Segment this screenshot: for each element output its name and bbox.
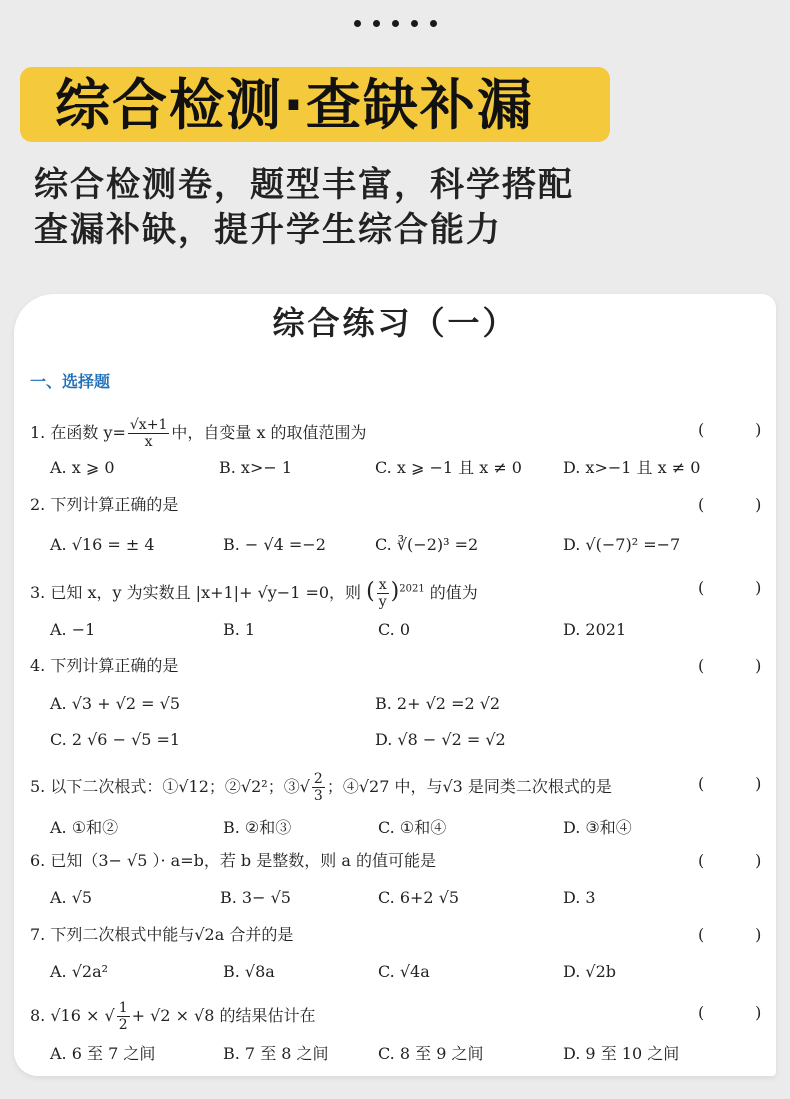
option-d[interactable]: D. √(−7)² =−7 [563, 535, 681, 554]
stem-text: 5. 以下二次根式：①√12；②√2²；③√ [30, 777, 310, 796]
fraction [117, 1000, 130, 1033]
stem-text: 3. 已知 x，y 为实数且 |x+1|+ √y−1 =0，则 [30, 583, 362, 602]
answer-bracket: ( ) [698, 851, 762, 870]
option-a[interactable]: A. √16 = ± 4 [50, 535, 155, 554]
left-paren: ( [366, 579, 375, 604]
question-4-stem: 4. 下列计算正确的是 [30, 656, 179, 675]
pagination-dots [0, 20, 790, 27]
option-a[interactable]: A. √5 [50, 888, 93, 907]
option-c[interactable]: C. √4a [378, 962, 430, 981]
fraction-denominator: x [144, 434, 153, 450]
option-c[interactable]: C. x ⩾ −1 且 x ≠ 0 [375, 458, 522, 477]
subtitle [34, 163, 574, 253]
option-d[interactable]: D. 3 [563, 888, 596, 907]
dot [411, 20, 418, 27]
option-c[interactable]: C. 0 [378, 620, 411, 639]
subtitle-line-2: 查漏补缺，提升学生综合能力 [34, 210, 502, 250]
fraction [128, 417, 169, 450]
option-d[interactable]: D. √2b [563, 962, 617, 981]
stem-text: 的值为 [429, 583, 478, 602]
question-3-stem [30, 577, 478, 610]
answer-bracket: ( ) [698, 656, 762, 675]
option-b[interactable]: B. √8a [223, 962, 275, 981]
question-5-stem [30, 771, 612, 804]
banner-title: 综合检测·查缺补漏 [55, 73, 534, 137]
option-d[interactable]: D. 2021 [563, 620, 627, 639]
question-6-stem: 6. 已知（3− √5 ）· a=b，若 b 是整数，则 a 的值可能是 [30, 851, 436, 870]
option-a[interactable]: A. −1 [50, 620, 96, 639]
worksheet-title: 综合练习（一） [272, 304, 518, 342]
answer-bracket: ( ) [698, 774, 762, 793]
option-a[interactable]: A. √3 + √2 = √5 [50, 694, 181, 713]
option-d[interactable]: D. x>−1 且 x ≠ 0 [563, 458, 701, 477]
option-a[interactable]: A. 6 至 7 之间 [50, 1044, 156, 1063]
answer-bracket: ( ) [698, 578, 762, 597]
option-b[interactable]: B. 2+ √2 =2 √2 [375, 694, 501, 713]
stem-text: ；④√27 中，与√3 是同类二次根式的是 [326, 777, 612, 796]
dot [430, 20, 437, 27]
stem-text: 中，自变量 x 的取值范围为 [171, 423, 367, 442]
fraction-denominator: y [378, 594, 387, 610]
question-7-stem: 7. 下列二次根式中能与√2a 合并的是 [30, 925, 294, 944]
fraction-numerator: 2 [313, 771, 323, 787]
stem-text: 1. 在函数 y= [30, 423, 126, 442]
exponent: 2021 [399, 583, 425, 595]
stem-text: 8. √16 × √ [30, 1006, 115, 1025]
option-c[interactable]: C. ∛(−2)³ =2 [375, 535, 479, 554]
dot [354, 20, 361, 27]
option-b[interactable]: B. 1 [223, 620, 256, 639]
dot [392, 20, 399, 27]
section-heading: 一、选择题 [30, 372, 111, 391]
option-d[interactable]: D. 9 至 10 之间 [563, 1044, 680, 1063]
fraction [312, 771, 325, 804]
fraction-denominator: 2 [118, 1017, 128, 1033]
option-c[interactable]: C. ①和④ [378, 818, 447, 837]
option-b[interactable]: B. x>− 1 [219, 458, 293, 477]
option-a[interactable]: A. √2a² [50, 962, 109, 981]
option-b[interactable]: B. 3− √5 [220, 888, 291, 907]
answer-bracket: ( ) [698, 420, 762, 439]
question-8-stem [30, 1000, 316, 1033]
question-2-stem: 2. 下列计算正确的是 [30, 495, 179, 514]
option-d[interactable]: D. √8 − √2 = √2 [375, 730, 506, 749]
answer-bracket: ( ) [698, 925, 762, 944]
option-d[interactable]: D. ③和④ [563, 818, 632, 837]
option-c[interactable]: C. 2 √6 − √5 =1 [50, 730, 181, 749]
subtitle-line-1: 综合检测卷，题型丰富，科学搭配 [34, 165, 574, 205]
dot [373, 20, 380, 27]
stem-text: + √2 × √8 的结果估计在 [131, 1006, 316, 1025]
fraction-numerator: x [378, 577, 387, 593]
worksheet-card [14, 294, 776, 1076]
option-a[interactable]: A. ①和② [50, 818, 119, 837]
question-1-stem [30, 417, 367, 450]
fraction-numerator: √x+1 [129, 417, 168, 433]
answer-bracket: ( ) [698, 495, 762, 514]
option-b[interactable]: B. ②和③ [223, 818, 292, 837]
option-b[interactable]: B. − √4 =−2 [223, 535, 326, 554]
right-paren: ) [390, 579, 400, 604]
fraction-numerator: 1 [118, 1000, 128, 1016]
option-b[interactable]: B. 7 至 8 之间 [223, 1044, 329, 1063]
fraction [377, 577, 389, 610]
fraction-denominator: 3 [313, 788, 323, 804]
option-c[interactable]: C. 8 至 9 之间 [378, 1044, 484, 1063]
option-a[interactable]: A. x ⩾ 0 [50, 458, 115, 477]
option-c[interactable]: C. 6+2 √5 [378, 888, 460, 907]
answer-bracket: ( ) [698, 1003, 762, 1022]
